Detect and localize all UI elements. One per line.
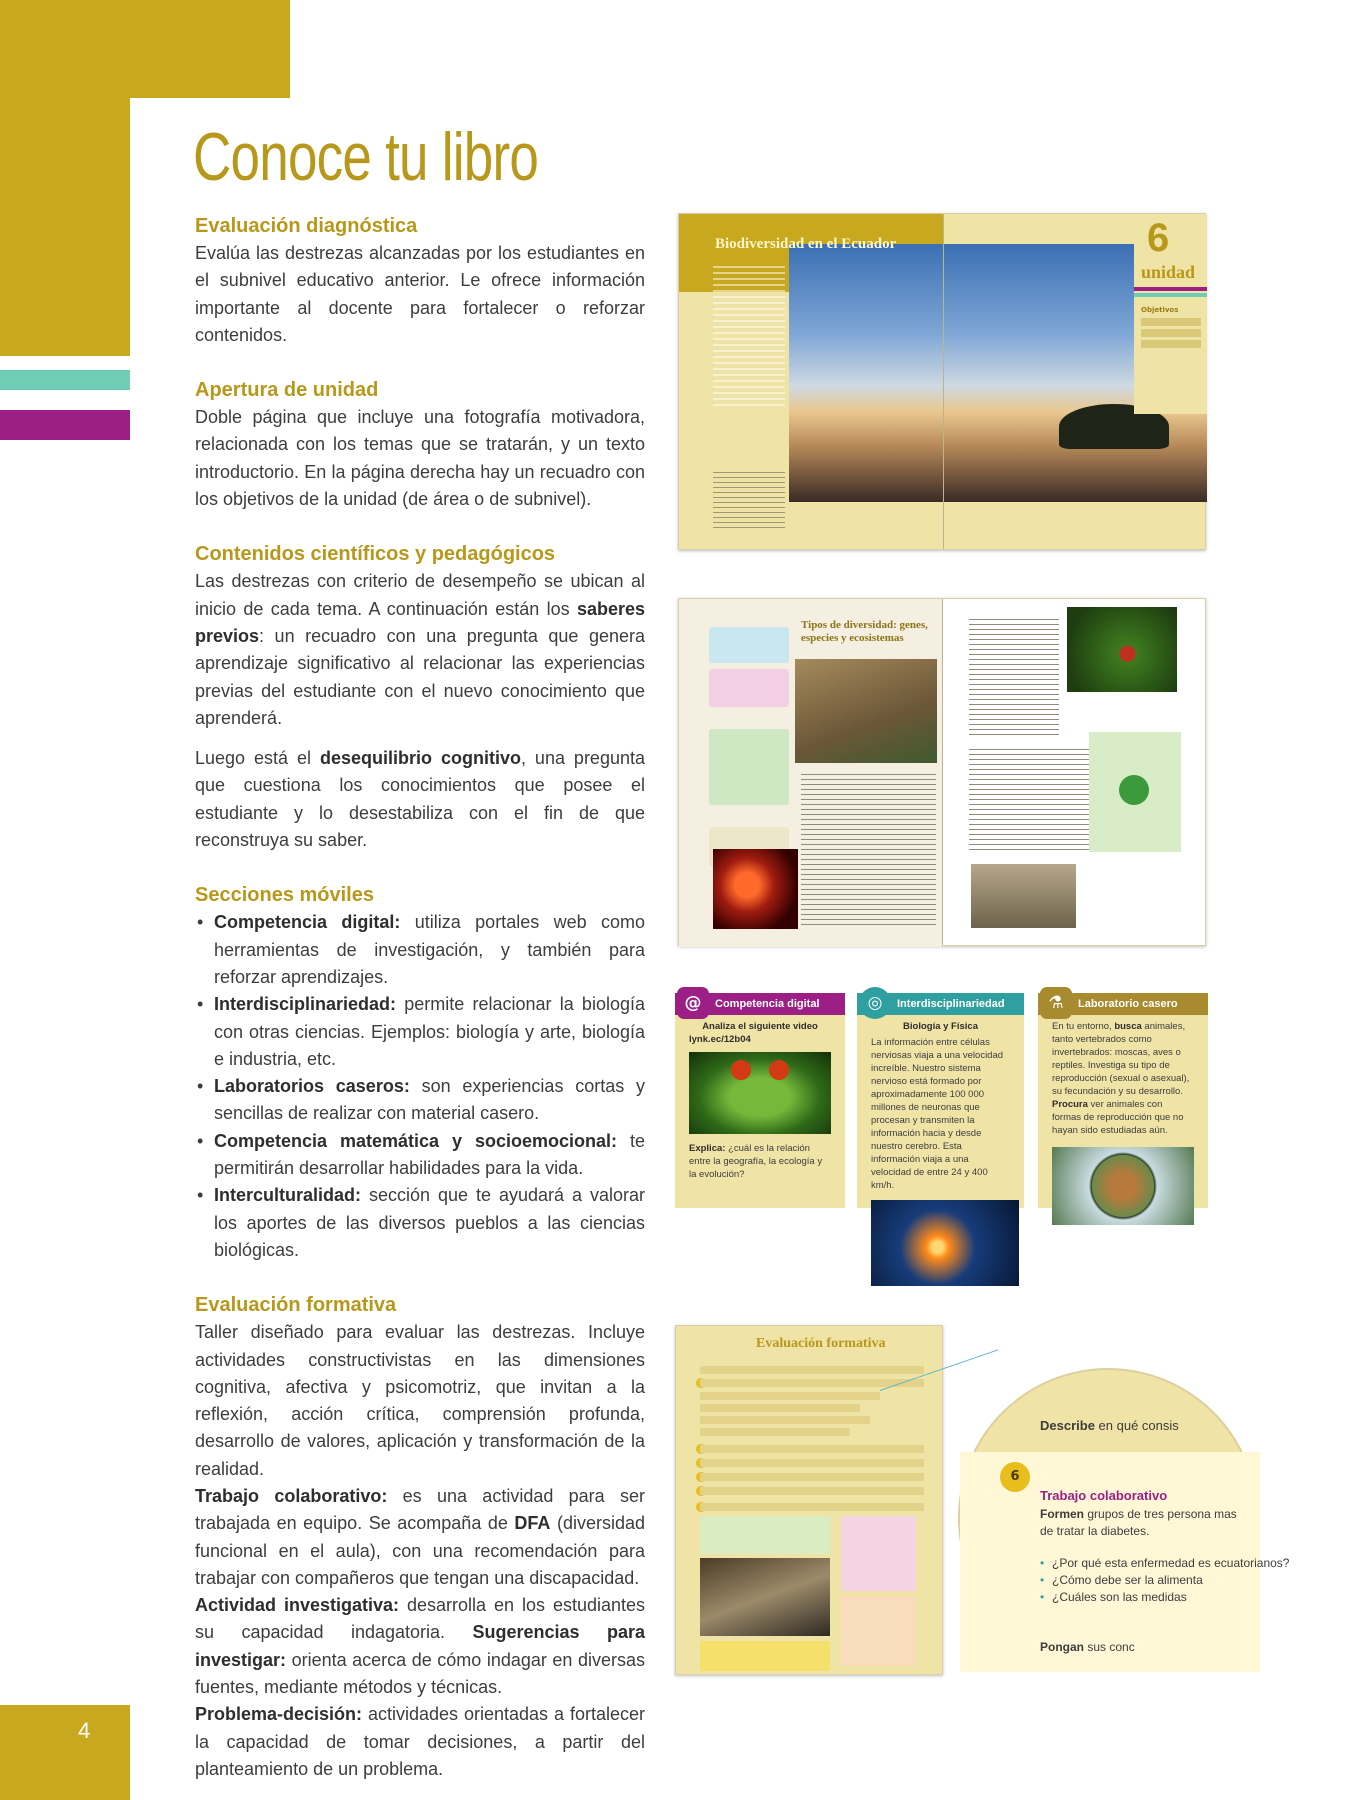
- corner-decoration: [0, 0, 290, 98]
- paragraph-actividad-investigativa: Actividad investigativa: desarrolla en los estudiantes su capacidad indagatoria. Sugerencias para investigar: orienta acerca de cómo indagar en diversas fuentes, mediante métodos y técnicas.: [195, 1595, 646, 1698]
- list-item: • ¿Por qué esta enfermedad es ecuatorianos?: [1040, 1555, 1240, 1572]
- box-text: Explica: ¿cuál es la relación entre la geografía, la ecología y la evolución?: [689, 1143, 823, 1180]
- list-item: • ¿Cuáles son las medidas: [1040, 1589, 1240, 1606]
- neuron-image: [871, 1200, 1019, 1286]
- paragraph-contenidos-2: Luego está el desequilibrio cognitivo, una pregunta que cuestiona los conocimientos que posee el estudiante y lo desestabiliza con el fin de que reconstruya su saber.: [195, 748, 645, 851]
- teal-stripe: [0, 370, 130, 390]
- paragraph-evaluacion-diagnostica: Evalúa las destrezas alcanzadas por los estudiantes en el subnivel educativo anterior. Le ofrece información importante al docente para fortalecer o reforzar contenidos.: [195, 243, 645, 345]
- topic-title: Tipos de diversidad: genes, especies y ecosistemas: [801, 619, 928, 644]
- heading-contenidos: Contenidos científicos y pedagógicos: [195, 543, 556, 566]
- evaluacion-formativa-thumbnail: [675, 1325, 943, 1675]
- box-subtitle: Biología y Física: [903, 1021, 978, 1032]
- content-spread-thumbnail: [678, 598, 1206, 946]
- flask-icon: ⚗: [1040, 987, 1072, 1019]
- list-item: • ¿Cómo debe ser la alimenta: [1040, 1572, 1240, 1589]
- purple-stripe: [0, 410, 130, 440]
- trabajo-colaborativo-box: [700, 1516, 830, 1554]
- list-secciones-moviles: [195, 909, 645, 1264]
- activity-photo: [700, 1558, 830, 1636]
- sugerencias-box: [841, 1596, 916, 1666]
- frog-video-thumbnail[interactable]: [689, 1052, 831, 1134]
- bird-photo: [971, 864, 1076, 928]
- box-header: Laboratorio casero: [1038, 993, 1208, 1015]
- paragraph-evaluacion-formativa: Taller diseñado para evaluar las destrezas. Incluye actividades constructivistas en las dimensiones cognitiva, afectiva y psicomotriz, que invitan a la reflexión, acción crítica, comprensión profunda, desarrollo de valores, aplicación y transformación de la realidad.: [195, 1322, 645, 1479]
- heading-evaluacion-diagnostica: Evaluación diagnóstica: [195, 215, 418, 237]
- paragraph-problema-decision: Problema-decisión: actividades orientadas a fortalecer la capacidad de tomar decisiones, a partir del planteamiento de un problema.: [195, 1704, 645, 1779]
- list-item: • Competencia matemática y socioemocional: te permitirán desarrollar habilidades para la vida.: [195, 1128, 645, 1183]
- magnifying-glass-photo: [1052, 1147, 1194, 1225]
- footer-decoration: [0, 1705, 130, 1800]
- ladybug-photo: [1067, 607, 1177, 692]
- zoom-describe-text: Describe en qué consis: [1040, 1418, 1179, 1433]
- zoom-question-list: [1040, 1555, 1290, 1606]
- unit-opening-thumbnail: [678, 213, 1206, 550]
- objectives-tags: [1141, 318, 1201, 351]
- paragraph-trabajo-colaborativo: Trabajo colaborativo: es una actividad para ser trabajada en equipo. Se acompaña de DFA (diversidad funcional en el aula), con una recomendación para trabajar con compañeros que tengan una discapacidad.: [195, 1485, 645, 1588]
- virus-image: [713, 849, 798, 929]
- tree-icon: [1119, 775, 1149, 805]
- zoom-last-line: Pongan sus conc: [1040, 1640, 1135, 1654]
- spread-title: Biodiversidad en el Ecuador: [715, 236, 897, 252]
- video-link[interactable]: lynk.ec/12b04: [689, 1034, 751, 1045]
- text-column: [195, 212, 645, 1783]
- zoom-body: Formen grupos de tres persona mas de tratar la diabetes.: [1040, 1507, 1237, 1538]
- laboratorio-casero-box: [1038, 993, 1208, 1208]
- unit-number: 6: [1147, 216, 1170, 260]
- heading-apertura-unidad: Apertura de unidad: [195, 379, 379, 402]
- thumbnail-title: Evaluación formativa: [756, 1336, 886, 1351]
- page-title: Conoce tu libro: [193, 119, 539, 195]
- paragraph-contenidos-1: Las destrezas con criterio de desempeño se ubican al inicio de cada tema. A continuación están los saberes previos: un recuadro con una pregunta que genera aprendizaje significativo al relacionar las experiencias previas del estudiante con el nuevo conocimiento que aprenderá.: [195, 571, 645, 728]
- list-item: • Interculturalidad: sección que te ayudará a valorar los aportes de las diversos pueblos a las ciencias biológicas.: [195, 1182, 645, 1264]
- list-item: • Laboratorios caseros: son experiencias cortas y sencillas de realizar con material casero.: [195, 1073, 645, 1128]
- actividad-investigativa-box: [700, 1641, 830, 1671]
- caption-text-block: [713, 472, 785, 532]
- activity-number: 6: [1000, 1462, 1030, 1492]
- saberes-previos-box: [709, 627, 789, 663]
- interdisciplinariedad-box: [857, 993, 1024, 1208]
- heading-evaluacion-formativa: Evaluación formativa: [195, 1294, 397, 1317]
- objectives-label: Objetivos: [1141, 306, 1179, 314]
- atom-icon: ◎: [859, 987, 891, 1019]
- glosario-box: [709, 729, 789, 805]
- desequilibrio-box: [709, 669, 789, 707]
- unit-box: [1134, 214, 1207, 414]
- list-item: • Competencia digital: utiliza portales web como herramientas de investigación, y también para reforzar aprendizajes.: [195, 909, 645, 991]
- tortoise-photo: [795, 659, 937, 763]
- box-header: Interdisciplinariedad: [857, 993, 1024, 1015]
- unit-label: unidad: [1141, 262, 1196, 282]
- competencia-digital-box: [675, 993, 845, 1208]
- box-header: Competencia digital: [675, 993, 845, 1015]
- left-band-decoration: [0, 98, 130, 356]
- page-number: 4: [78, 1718, 91, 1743]
- heading-secciones-moviles: Secciones móviles: [195, 884, 374, 907]
- dfa-box: [841, 1516, 916, 1591]
- intro-text-block: [713, 266, 785, 406]
- zoom-callout: [938, 1368, 1290, 1668]
- paragraph-apertura-unidad: Doble página que incluye una fotografía motivadora, relacionada con los temas que se tratarán, y un texto introductorio. En la página derecha hay un recuadro con los objetivos de la unidad (de área o de subnivel).: [195, 407, 645, 510]
- list-item: • Interdisciplinariedad: permite relacionar la biología con otras ciencias. Ejemplos: biología y arte, biología e industria, etc.: [195, 991, 645, 1073]
- box-text: La información entre células nerviosas viaja a una velocidad increíble. Nuestro sistema nervioso está formado por aproximadamente 100 000 millones de neuronas que procesan y transmiten la información hacia y desde nuestro cerebro. Esta información viaja a una velocidad de entre 24 y 400 km/h.: [871, 1037, 1004, 1191]
- box-text: Analiza el siguiente video: [702, 1021, 818, 1032]
- box-text: En tu entorno, busca animales, tanto vertebrados como invertebrados: moscas, aves o reptiles. Investiga su tipo de reproducción (sexual o asexual), su fecundación y su desarrollo. Procura ver animales con formas de reproducción que no hayan sido estudiadas aún.: [1052, 1021, 1190, 1136]
- at-sign-icon: @: [677, 987, 709, 1019]
- zoom-title: Trabajo colaborativo: [1040, 1488, 1168, 1503]
